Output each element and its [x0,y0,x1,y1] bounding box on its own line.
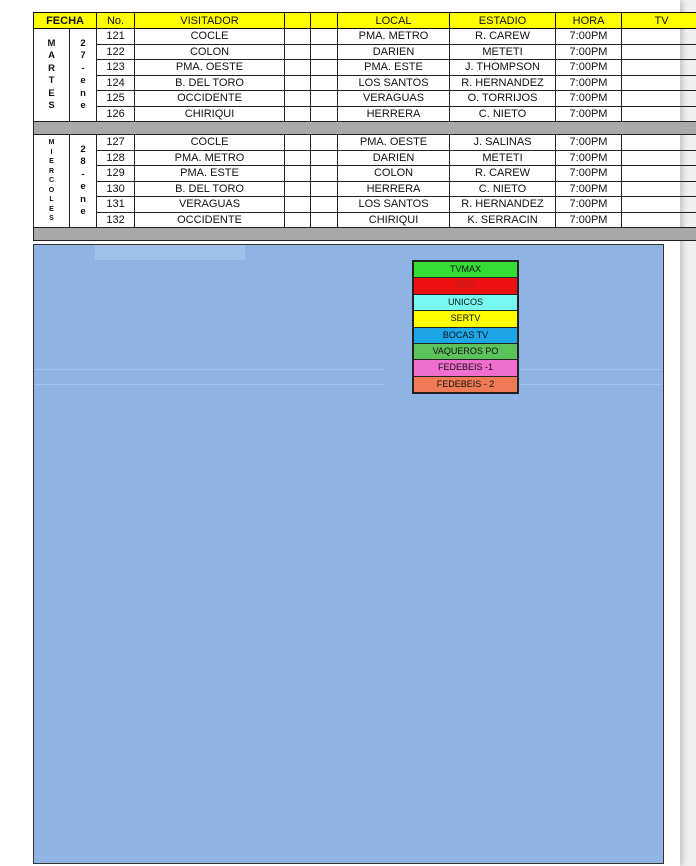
stadium-cell: METETI [450,150,556,166]
date-char: 2 [80,143,86,155]
faint-gridline [34,369,384,370]
blank-cell [285,166,311,182]
time-cell: 7:00PM [556,60,622,76]
legend-item: UNICOS [414,295,517,311]
tv-cell [622,212,696,228]
stadium-cell: R. HERNANDEZ [450,75,556,91]
game-number-cell: 128 [97,150,135,166]
home-team-cell: PMA. OESTE [338,135,450,151]
day-letter: S [48,100,55,111]
blank-cell [285,91,311,107]
day-letter: M [48,139,55,147]
table-row [34,44,696,60]
table-row [34,29,696,45]
stadium-cell: K. SERRACIN [450,212,556,228]
home-team-cell: HERRERA [338,106,450,122]
stadium-cell: J. SALINAS [450,135,556,151]
table-row [34,106,696,122]
date-char: 7 [80,50,86,61]
tv-cell [622,166,696,182]
day-letter: E [49,158,54,166]
header-local: LOCAL [338,13,450,29]
stadium-cell: C. NIETO [450,106,556,122]
tv-cell [622,75,696,91]
day-letter: R [48,62,55,74]
game-number-cell: 130 [97,181,135,197]
legend-item: SERTV [414,311,517,327]
stadium-cell: METETI [450,44,556,60]
legend-item: RPC [414,278,517,294]
legend-item: FEDEBEIS -1 [414,360,517,376]
header-tv: TV [622,13,696,29]
time-cell: 7:00PM [556,75,622,91]
game-number-cell: 125 [97,91,135,107]
header-visitador: VISITADOR [135,13,285,29]
home-team-cell: PMA. METRO [338,29,450,45]
game-number-cell: 127 [97,135,135,151]
game-number-cell: 129 [97,166,135,182]
day-name-cell [34,135,70,228]
header-no: No. [97,13,135,29]
visitor-team-cell: COLON [135,44,285,60]
time-cell: 7:00PM [556,44,622,60]
tv-cell [622,29,696,45]
time-cell: 7:00PM [556,166,622,182]
date-char: e [80,206,86,217]
table-row [34,75,696,91]
date-char: - [81,62,85,74]
blank-cell [311,212,338,228]
day-letter: M [47,37,56,49]
stadium-cell: O. TORRIJOS [450,91,556,107]
game-number-cell: 121 [97,29,135,45]
header-blank-1 [285,13,311,29]
day-letter: C [48,177,55,185]
legend-item: BOCAS TV [414,328,517,344]
blank-cell [311,75,338,91]
blank-cell [285,60,311,76]
home-team-cell: HERRERA [338,181,450,197]
stadium-cell: J. THOMPSON [450,60,556,76]
home-team-cell: CHIRIQUI [338,212,450,228]
date-char: 8 [80,156,86,167]
visitor-team-cell: B. DEL TORO [135,181,285,197]
stadium-cell: R. CAREW [450,29,556,45]
table-row [34,150,696,166]
blank-cell [285,44,311,60]
date-char: - [81,168,85,180]
stadium-cell: R. HERNANDEZ [450,197,556,213]
faint-gridline [520,369,662,370]
day-name-cell [34,29,70,122]
table-row [34,60,696,76]
group-separator-row [34,228,696,241]
tv-channel-legend [412,260,519,394]
time-cell: 7:00PM [556,212,622,228]
visitor-team-cell: B. DEL TORO [135,75,285,91]
faint-gridline [34,384,384,385]
header-estadio: ESTADIO [450,13,556,29]
date-char: n [80,193,86,205]
date-char: 2 [80,37,86,49]
game-number-cell: 131 [97,197,135,213]
date-cell [70,29,97,122]
blank-cell [311,29,338,45]
date-char: e [80,100,86,111]
visitor-team-cell: PMA. METRO [135,150,285,166]
table-header-row [34,13,696,29]
home-team-cell: DARIEN [338,44,450,60]
tv-cell [622,91,696,107]
table-row [34,181,696,197]
separator-cell [34,228,696,241]
date-char: n [80,87,86,99]
time-cell: 7:00PM [556,197,622,213]
visitor-team-cell: COCLE [135,135,285,151]
blank-cell [285,135,311,151]
date-char: e [80,75,86,86]
game-number-cell: 124 [97,75,135,91]
time-cell: 7:00PM [556,135,622,151]
time-cell: 7:00PM [556,150,622,166]
table-row [34,91,696,107]
game-number-cell: 126 [97,106,135,122]
blank-cell [311,44,338,60]
home-team-cell: VERAGUAS [338,91,450,107]
legend-item: TVMAX [414,262,517,278]
table-row [34,135,696,151]
home-team-cell: COLON [338,166,450,182]
date-cell [70,135,97,228]
group-separator-row [34,122,696,135]
blank-cell [285,181,311,197]
game-number-cell: 122 [97,44,135,60]
blank-cell [311,106,338,122]
day-letter: O [48,186,55,194]
day-letter: E [49,205,54,213]
stadium-cell: R. CAREW [450,166,556,182]
blank-cell [311,166,338,182]
visitor-team-cell: PMA. OESTE [135,60,285,76]
day-letter: T [48,75,55,86]
blank-cell [285,212,311,228]
visitor-team-cell: OCCIDENTE [135,212,285,228]
day-letter: E [48,87,55,99]
stadium-cell: C. NIETO [450,181,556,197]
legend-item: VAQUEROS PO [414,344,517,360]
game-number-cell: 123 [97,60,135,76]
schedule-table [33,12,696,241]
blue-background-area [33,244,664,864]
visitor-team-cell: VERAGUAS [135,197,285,213]
time-cell: 7:00PM [556,181,622,197]
table-row [34,212,696,228]
game-number-cell: 132 [97,212,135,228]
table-row [34,197,696,213]
visitor-team-cell: COCLE [135,29,285,45]
faint-highlight-strip [95,245,245,260]
table-row [34,166,696,182]
tv-cell [622,181,696,197]
tv-cell [622,135,696,151]
visitor-team-cell: OCCIDENTE [135,91,285,107]
visitor-team-cell: PMA. ESTE [135,166,285,182]
header-fecha: FECHA [34,13,97,29]
blank-cell [285,150,311,166]
tv-cell [622,106,696,122]
time-cell: 7:00PM [556,106,622,122]
faint-gridline [520,384,662,385]
tv-cell [622,60,696,76]
tv-cell [622,197,696,213]
blank-cell [311,60,338,76]
day-letter: I [50,148,53,156]
time-cell: 7:00PM [556,29,622,45]
blank-cell [285,29,311,45]
header-hora: HORA [556,13,622,29]
day-letter: R [48,167,55,175]
home-team-cell: DARIEN [338,150,450,166]
tv-cell [622,44,696,60]
home-team-cell: LOS SANTOS [338,197,450,213]
date-char: e [80,181,86,192]
blank-cell [311,91,338,107]
separator-cell [34,122,696,135]
visitor-team-cell: CHIRIQUI [135,106,285,122]
home-team-cell: LOS SANTOS [338,75,450,91]
day-letter: S [49,215,54,223]
legend-item: FEDEBEIS - 2 [414,377,517,392]
time-cell: 7:00PM [556,91,622,107]
blank-cell [285,106,311,122]
blank-cell [311,135,338,151]
blank-cell [285,75,311,91]
day-letter: A [48,50,55,61]
home-team-cell: PMA. ESTE [338,60,450,76]
blank-cell [285,197,311,213]
day-letter: L [49,196,54,204]
blank-cell [311,150,338,166]
header-blank-2 [311,13,338,29]
blank-cell [311,181,338,197]
blank-cell [311,197,338,213]
tv-cell [622,150,696,166]
